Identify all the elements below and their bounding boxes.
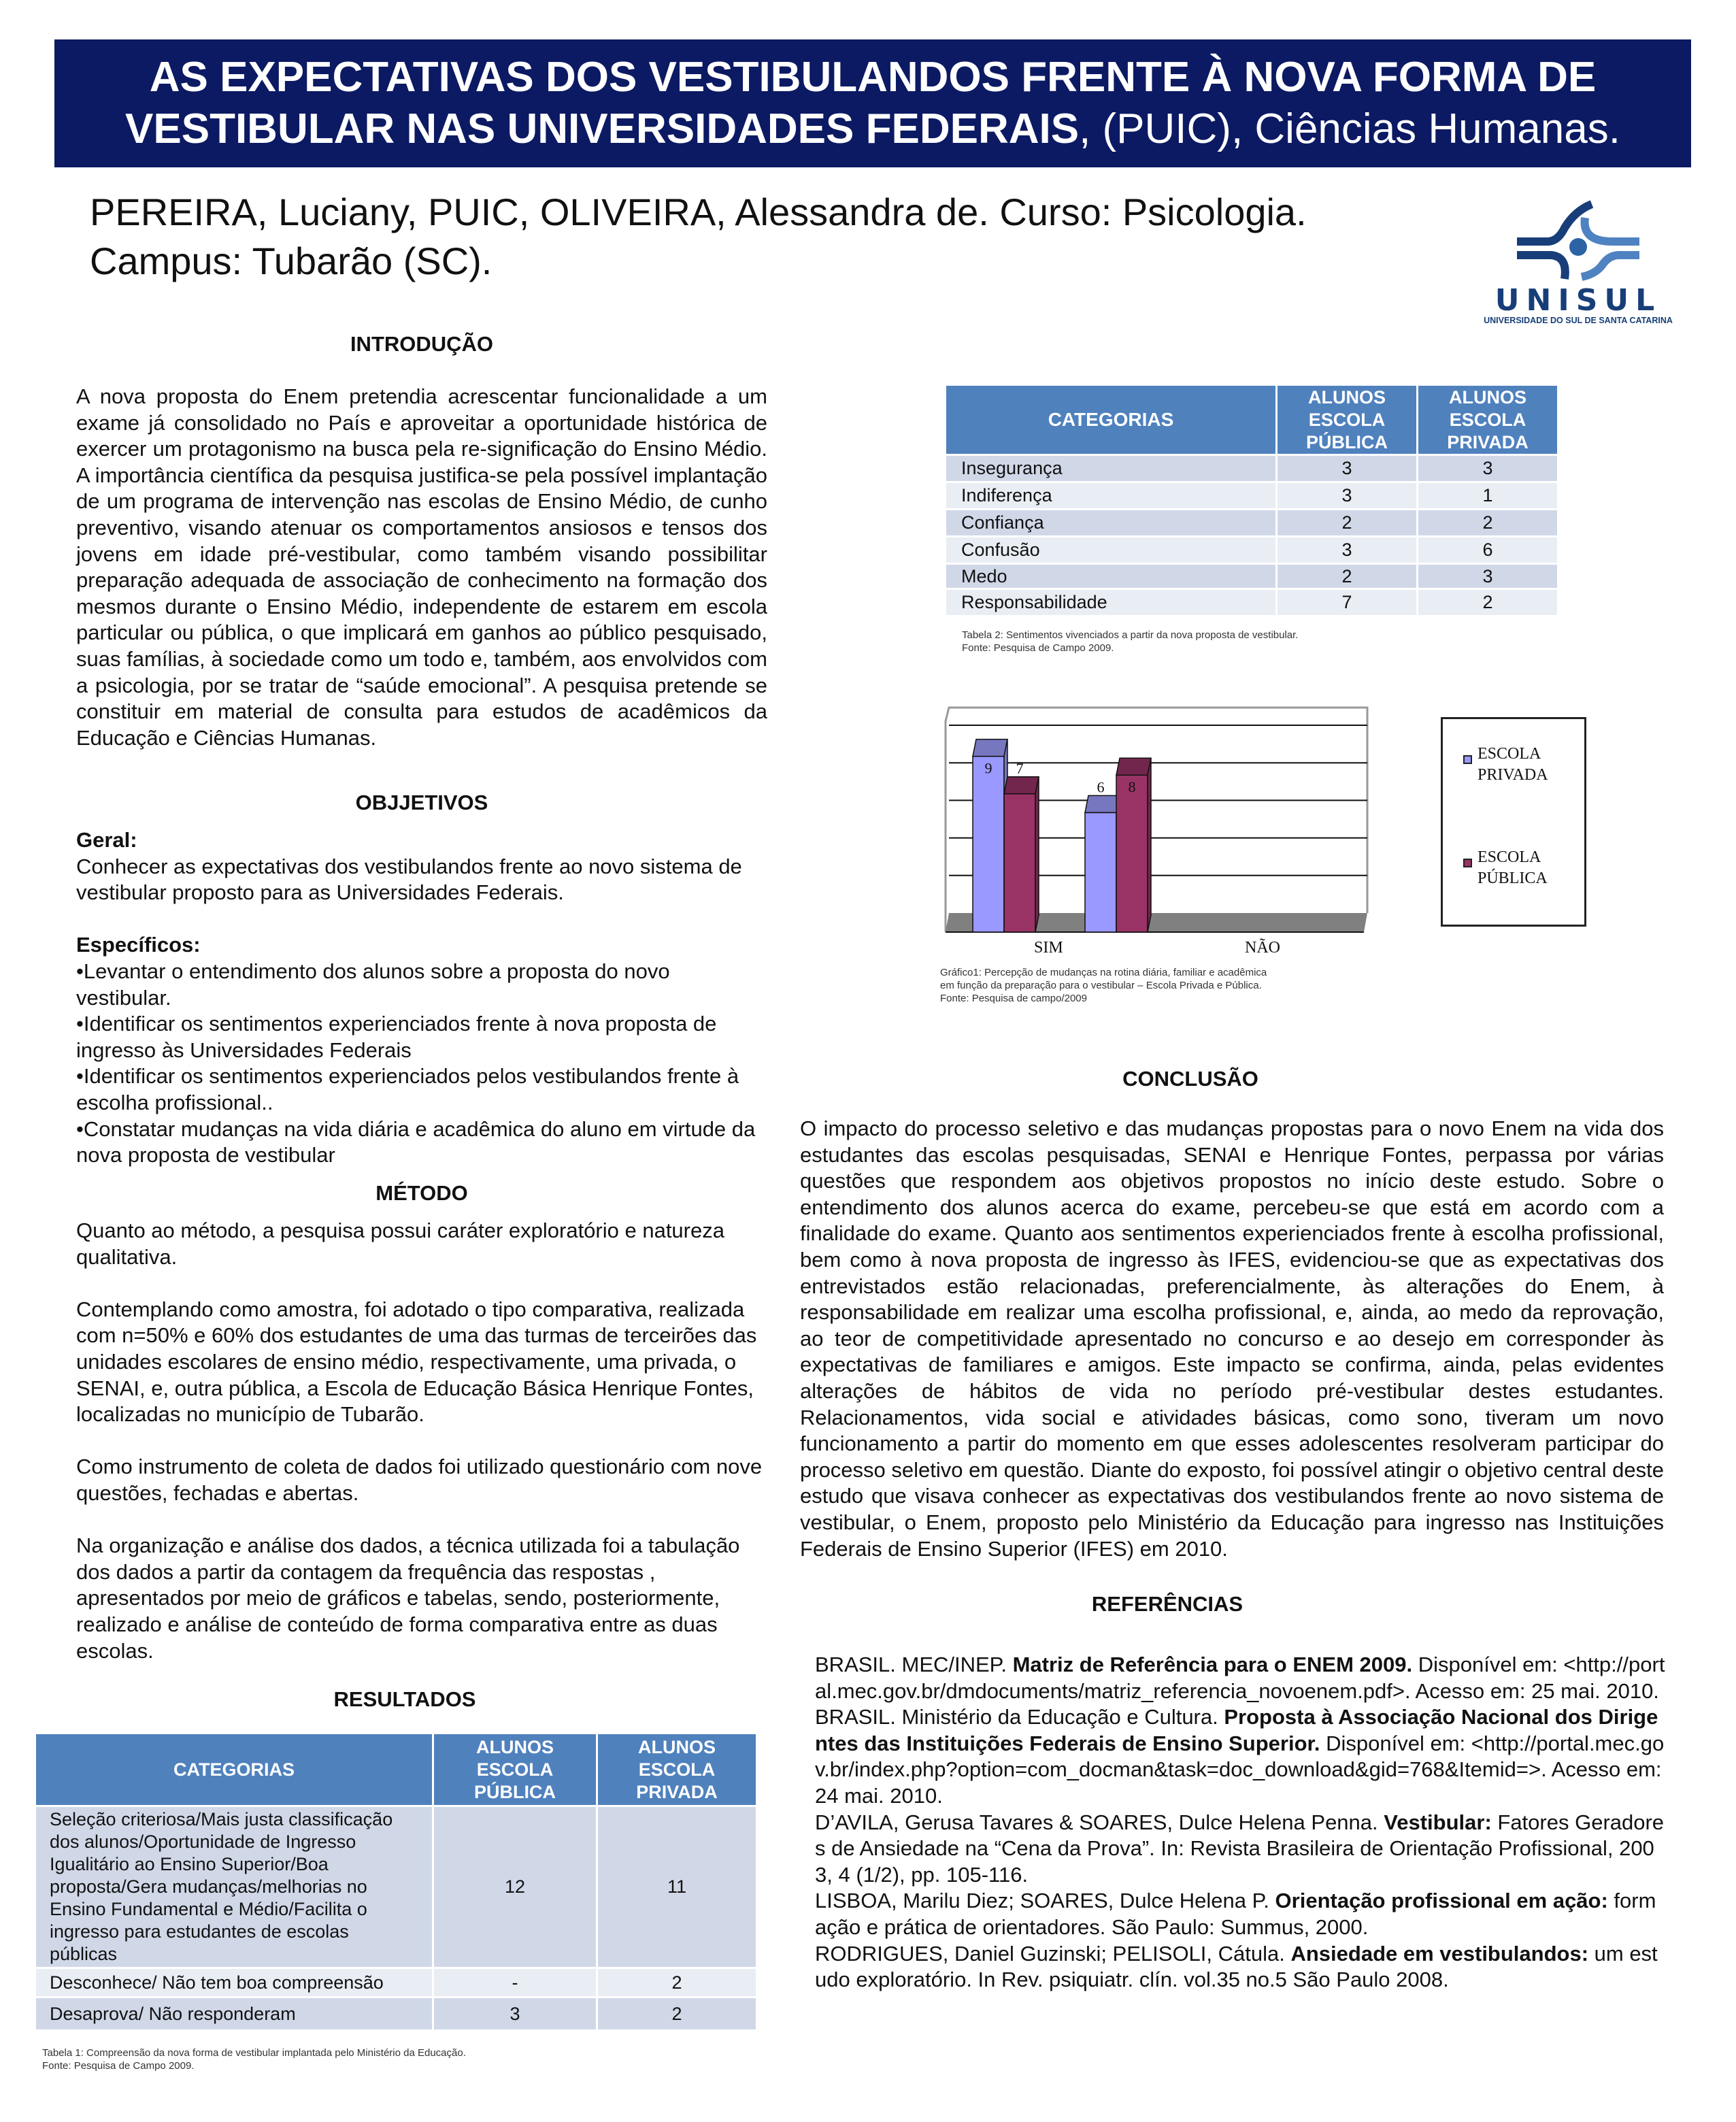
references-heading: REFERÊNCIAS — [1091, 1592, 1243, 1616]
authors-line-2: Campus: Tubarão (SC). — [90, 239, 493, 282]
table-cell: 3 — [1278, 456, 1416, 481]
chart-legend — [1441, 717, 1586, 927]
method-section — [76, 1218, 767, 1664]
logo-name: UNISUL — [1495, 283, 1662, 318]
reference-item — [815, 1941, 1665, 1993]
table-cell: Seleção criteriosa/Mais justa classificação dos alunos/Oportunidade de Ingresso Igualitário ao Ensino Superior/Boa proposta/Gera mudanças/melhorias no Ensino Fundamental e Médio/Facilita o ingresso para estudantes de escolas públicas — [36, 1807, 432, 1967]
reference-pre: LISBOA, Marilu Diez; SOARES, Dulce Helena P. — [815, 1889, 1275, 1913]
x-label-nao: NÃO — [1245, 939, 1280, 957]
logo-subtitle: UNIVERSIDADE DO SUL DE SANTA CATARINA — [1484, 316, 1673, 325]
reference-item — [815, 1704, 1665, 1809]
reference-bold: Ansiedade em vestibulandos: — [1290, 1941, 1589, 1966]
table-header: CATEGORIAS — [36, 1734, 432, 1805]
reference-bold: Matriz de Referência para o ENEM 2009. — [1012, 1653, 1413, 1676]
table-row — [946, 456, 1557, 481]
reference-post: Disponível em: <http://portal.mec.gov.br/index.php?option=com_docman&task=doc_download&gid=768&Itemid=>. Acesso em: 24 mai. 2010. — [815, 1731, 1665, 1808]
bar-top — [973, 740, 1007, 757]
intro-text: A nova proposta do Enem pretendia acrescentar funcionalidade a um exame já consolidado no País e aproveitar a oportunidade histórica de exercer um protagonismo na busca pela re-significação do Ensino Médio. A importância científica da pesquisa justifica-se pela possível implantação de um programa de intervenção nas escolas de Ensino Médio, de cunho preventivo, visando atenuar os comportamentos ansiosos e tensos dos jovens em idade pré-vestibular, como também visando possibilitar preparação adequada de associação de conhecimento na formação dos mesmos durante o Ensino Médio, independente de estarem em escola particular ou pública, o que implicará em ganhos ao público pesquisado, suas famílias, à sociedade como um todo e, também, aos envolvidos com a psicologia, por se tratar de “saúde emocional”. A pesquisa pretende se constituir em material de consulta para estudos de acadêmicos da Educação e Ciências Humanas. — [76, 384, 767, 750]
legend-item-public — [1463, 848, 1566, 889]
table-row — [946, 510, 1557, 535]
table-header: ALUNOS ESCOLA PRIVADA — [1418, 386, 1557, 454]
table-cell: 7 — [1278, 590, 1416, 615]
reference-post: Fatores Geradores de Ansiedade na “Cena da Prova”. In: Revista Brasileira de Orientação Profissional, 2003, 4 (1/2), pp. 105-116. — [815, 1810, 1665, 1887]
table-cell: Responsabilidade — [946, 590, 1275, 615]
bar-top — [1085, 795, 1120, 812]
data-label: 8 — [1128, 778, 1136, 796]
table-cell: Medo — [946, 565, 1275, 588]
authors — [90, 188, 1382, 286]
table-row — [36, 1807, 756, 1967]
table-2 — [944, 384, 1559, 617]
table-1-caption — [42, 2046, 466, 2072]
caption-source: Fonte: Pesquisa de Campo 2009. — [962, 642, 1114, 654]
bar-não-0 — [1085, 812, 1116, 932]
table-2-caption — [962, 629, 1298, 654]
bar-top — [1116, 758, 1151, 775]
caption-text: Tabela 2: Sentimentos vivenciados a partir da nova proposta de vestibular. — [962, 629, 1299, 641]
caption-source: Fonte: Pesquisa de campo/2009 — [940, 993, 1087, 1004]
table-row — [946, 565, 1557, 588]
table-cell: 2 — [598, 1998, 756, 2029]
reference-pre: BRASIL. Ministério da Educação e Cultura. — [815, 1705, 1224, 1729]
general-label: Geral: — [76, 828, 137, 852]
table-cell: 3 — [434, 1998, 596, 2029]
table-1 — [34, 1732, 758, 2032]
table-cell: Confusão — [946, 537, 1275, 563]
reference-post: um estudo exploratório. In Rev. psiquiatr. clín. vol.35 no.5 São Paulo 2008. — [815, 1941, 1658, 1992]
unisul-logo — [1449, 194, 1707, 330]
bar-side — [1148, 758, 1151, 932]
table-cell: Desaprova/ Não responderam — [36, 1998, 432, 2029]
table-cell: 2 — [1418, 590, 1557, 615]
chart-caption — [940, 966, 1267, 1005]
title-bold: AS EXPECTATIVAS DOS VESTIBULANDOS FRENTE À NOVA FORMA DE VESTIBULAR NAS UNIVERSIDADES FEDERAIS — [125, 54, 1597, 152]
conclusion-heading: CONCLUSÃO — [1122, 1067, 1258, 1091]
objectives-section — [76, 827, 767, 1169]
table-cell: 3 — [1278, 537, 1416, 563]
caption-text: Tabela 1: Compreensão da nova forma de vestibular implantada pelo Ministério da Educação. — [42, 2047, 466, 2059]
table-row — [946, 537, 1557, 563]
table-cell: Desconhece/ Não tem boa compreensão — [36, 1969, 432, 1996]
table-cell: 11 — [598, 1807, 756, 1967]
method-paragraph: Na organização e análise dos dados, a técnica utilizada foi a tabulação dos dados a partir da contagem da frequência das respostas , apresentados por meio de gráficos e tabelas, sendo, posteriormente, realizado e análise de conteúdo de forma comparativa entre as duas escolas. — [76, 1534, 740, 1663]
authors-line-1: PEREIRA, Luciany, PUIC, OLIVEIRA, Alessandra de. Curso: Psicologia. — [90, 190, 1307, 233]
reference-post: Disponível em: <http://portal.mec.gov.br/dmdocuments/matriz_referencia_novoenem.pdf>. Acesso em: 25 mai. 2010. — [815, 1653, 1665, 1703]
table-row — [946, 590, 1557, 615]
reference-bold: Proposta à Associação Nacional dos Dirigentes das Instituições Federais de Ensino Superior. — [815, 1705, 1658, 1755]
legend-swatch-icon — [1463, 859, 1472, 867]
table-row — [946, 483, 1557, 508]
reference-bold: Vestibular: — [1384, 1810, 1492, 1834]
specific-item: •Identificar os sentimentos experienciados pelos vestibulandos frente à escolha profissional.. — [76, 1064, 739, 1114]
specific-item: •Identificar os sentimentos experienciados frente à nova proposta de ingresso às Universidades Federais — [76, 1012, 717, 1062]
table-cell: 2 — [598, 1969, 756, 1996]
conclusion-text: O impacto do processo seletivo e das mudanças propostas para o novo Enem na vida dos estudantes das escolas pesquisadas, SENAI e Henrique Fontes, perpassa por várias questões que respondem aos objetivos propostos no início deste estudo. Sobre o entendimento dos alunos acerca do exame, percebeu-se que está em acordo com a finalidade do exame. Quanto aos sentimentos experienciados frente à escolha profissional, bem como à nova proposta de ingresso às IFES, evidenciou-se que as expectativas dos entrevistados estão relacionadas, preferencialmente, às alterações do Enem, à responsabilidade em realizar uma escolha profissional, e, ainda, ao medo da reprovação, ao teor de competitividade apresentado no concurso e ao desejo em corresponder às expectativas de familiares e amigos. Este impacto se confirma, ainda, pelas evidentes alterações de hábitos de vida no período pré-vestibular destes estudantes. Relacionamentos, vida social e atividades básicas, como sono, tiveram um novo funcionamento a partir do momento em que esses adolescentes resolveram participar do processo seletivo em questão. Diante do exposto, foi possível atingir o objetivo central deste estudo que visava conhecer as expectativas dos vestibulandos frente ao novo sistema de vestibular, o Enem, proposto pelo Ministério da Educação para ingresso nas Instituições Federais de Ensino Superior (IFES) em 2010. — [800, 1116, 1665, 1561]
caption-text: em função da preparação para o vestibular – Escola Privada e Pública. — [940, 980, 1262, 991]
table-cell: 1 — [1418, 483, 1557, 508]
table-cell: 6 — [1418, 537, 1557, 563]
results-heading: RESULTADOS — [333, 1687, 476, 1711]
poster-title-banner — [54, 39, 1691, 167]
legend-swatch-icon — [1463, 755, 1472, 764]
table-header: ALUNOS ESCOLA PRIVADA — [598, 1734, 756, 1805]
bar-sim-1 — [1004, 794, 1035, 932]
table-header: ALUNOS ESCOLA PÚBLICA — [1278, 386, 1416, 454]
caption-text: Gráfico1: Percepção de mudanças na rotina diária, familiar e acadêmica — [940, 967, 1267, 978]
data-label: 7 — [1016, 759, 1024, 777]
legend-label: ESCOLA PRIVADA — [1478, 745, 1548, 784]
reference-bold: Orientação profissional em ação: — [1275, 1889, 1608, 1913]
general-text: Conhecer as expectativas dos vestibulandos frente ao novo sistema de vestibular proposto para as Universidades Federais. — [76, 854, 742, 905]
method-paragraph: Contemplando como amostra, foi adotado o tipo comparativa, realizada com n=50% e 60% dos estudantes de uma das turmas de terceirões das unidades escolares de ensino médio, respectivamente, uma privada, o SENAI, e, outra pública, a Escola de Educação Básica Henrique Fontes, localizadas no município de Tubarão. — [76, 1297, 757, 1427]
bar-não-1 — [1116, 775, 1148, 932]
bar-side — [1035, 777, 1039, 932]
specific-label: Específicos: — [76, 933, 201, 957]
table-cell: 2 — [1278, 510, 1416, 535]
reference-pre: BRASIL. MEC/INEP. — [815, 1653, 1013, 1676]
table-cell: Insegurança — [946, 456, 1275, 481]
bar-sim-0 — [973, 757, 1004, 932]
reference-item — [815, 1888, 1665, 1940]
legend-item-private — [1463, 745, 1566, 786]
reference-post: formação e prática de orientadores. São Paulo: Summus, 2000. — [815, 1889, 1656, 1939]
method-heading: MÉTODO — [375, 1181, 468, 1205]
table-header: CATEGORIAS — [946, 386, 1275, 454]
table-cell: 3 — [1278, 483, 1416, 508]
table-cell: Confiança — [946, 510, 1275, 535]
data-label: 9 — [984, 759, 992, 777]
title-rest: , (PUIC), Ciências Humanas. — [1079, 105, 1620, 152]
unisul-emblem-icon — [1449, 194, 1707, 282]
method-paragraph: Como instrumento de coleta de dados foi utilizado questionário com nove questões, fechadas e abertas. — [76, 1455, 763, 1505]
legend-label: ESCOLA PÚBLICA — [1478, 848, 1548, 887]
table-row — [36, 1998, 756, 2029]
reference-pre: RODRIGUES, Daniel Guzinski; PELISOLI, Cátula. — [815, 1941, 1291, 1966]
intro-heading: INTRODUÇÃO — [350, 332, 494, 356]
specific-item: •Levantar o entendimento dos alunos sobre a proposta do novo vestibular. — [76, 959, 670, 1010]
data-label: 6 — [1097, 778, 1105, 796]
reference-item — [815, 1810, 1665, 1889]
reference-pre: D’AVILA, Gerusa Tavares & SOARES, Dulce Helena Penna. — [815, 1810, 1384, 1834]
table-cell: 12 — [434, 1807, 596, 1967]
bar-top — [1004, 777, 1039, 794]
table-cell: 2 — [1418, 510, 1557, 535]
table-cell: 2 — [1278, 565, 1416, 588]
references-list — [815, 1652, 1665, 1993]
objectives-heading: OBJJETIVOS — [355, 791, 488, 814]
caption-source: Fonte: Pesquisa de Campo 2009. — [42, 2060, 195, 2072]
table-cell: Indiferença — [946, 483, 1275, 508]
reference-item — [815, 1652, 1665, 1704]
table-header: ALUNOS ESCOLA PÚBLICA — [434, 1734, 596, 1805]
table-cell: 3 — [1418, 565, 1557, 588]
table-cell: - — [434, 1969, 596, 1996]
table-row — [36, 1969, 756, 1996]
specific-item: •Constatar mudanças na vida diária e acadêmica do aluno em virtude da nova proposta de vestibular — [76, 1116, 756, 1167]
table-cell: 3 — [1418, 456, 1557, 481]
x-label-sim: SIM — [1034, 939, 1063, 957]
method-paragraph: Quanto ao método, a pesquisa possui caráter exploratório e natureza qualitativa. — [76, 1219, 724, 1269]
